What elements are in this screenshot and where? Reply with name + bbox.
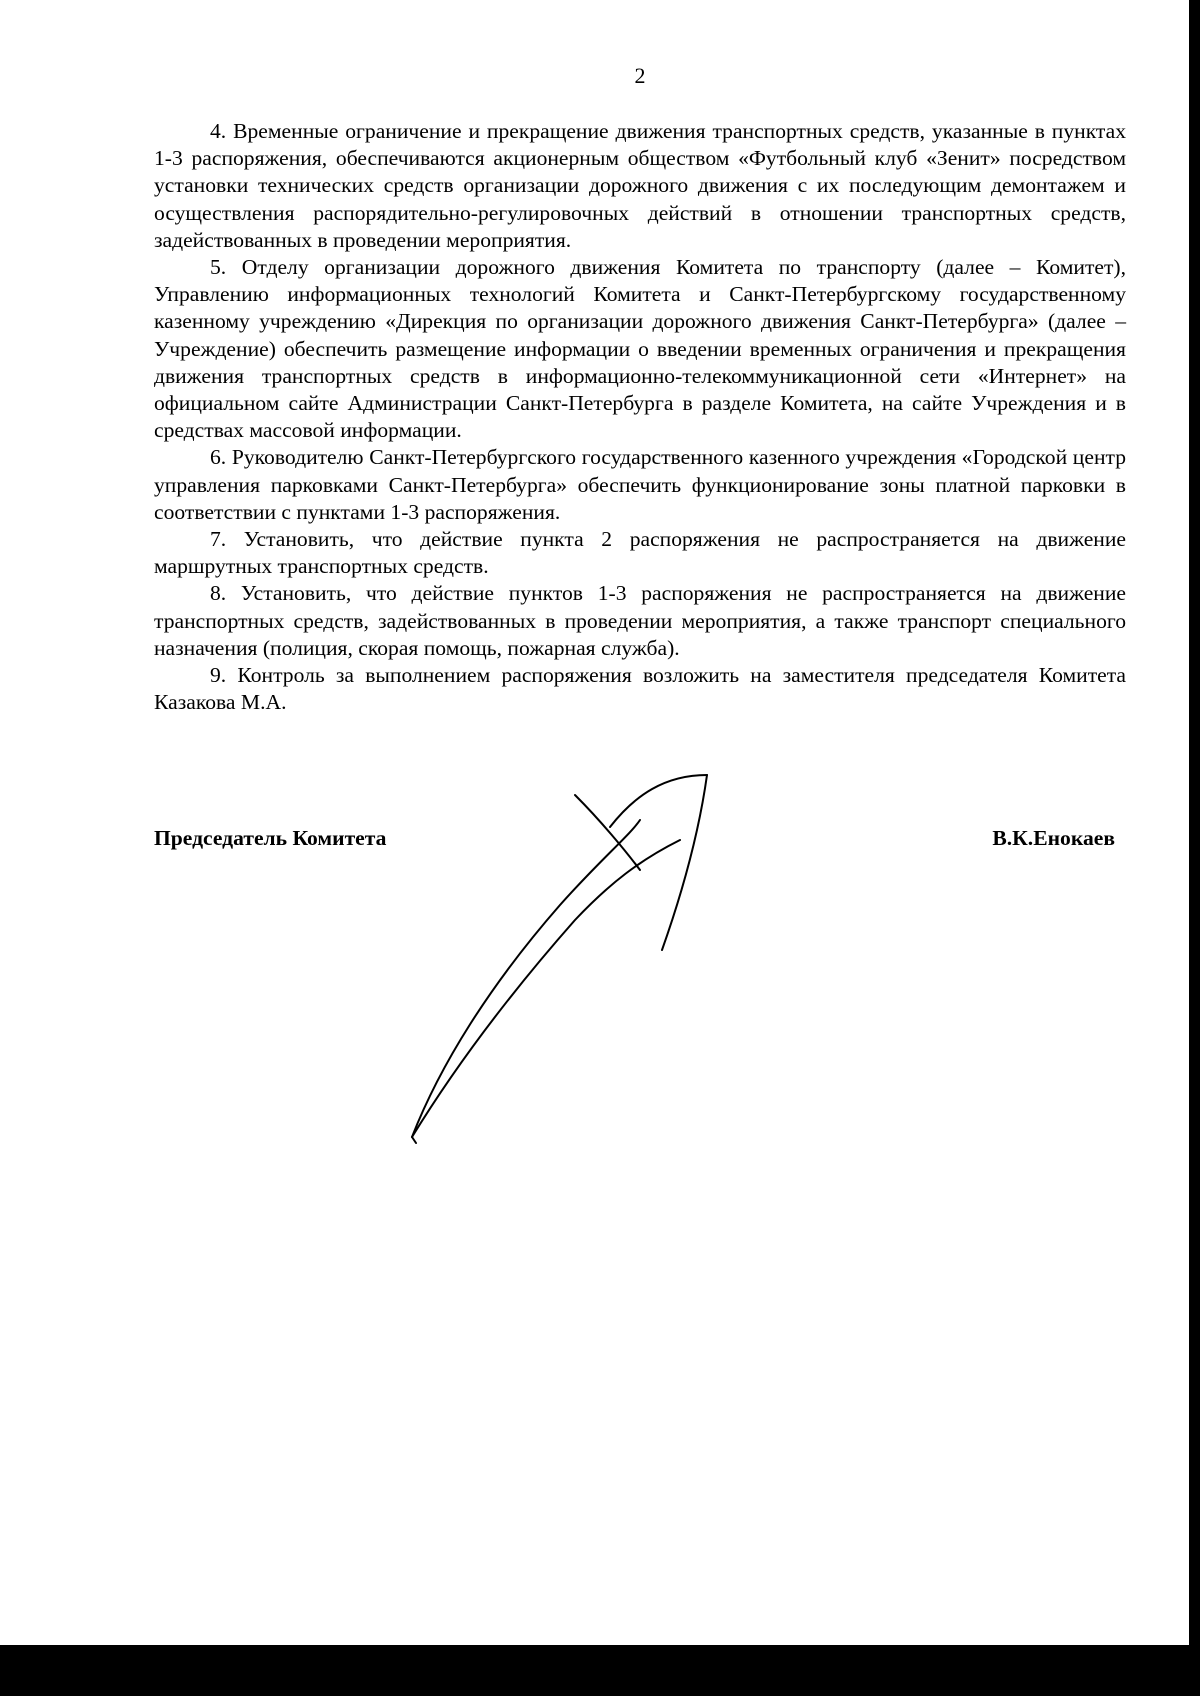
paragraph-7: 7. Установить, что действие пункта 2 распоряжения не распространяется на движение маршрутных транспортных средств. (154, 527, 1126, 579)
paragraph-8: 8. Установить, что действие пунктов 1-3 распоряжения не распространяется на движение транспортных средств, задействованных в проведении мероприятия, а также транспорт специального назначения (полиция, скорая помощь, пожарная служба). (154, 581, 1126, 660)
page-number: 2 (634, 63, 646, 88)
signatory-name: В.К.Енокаев (992, 826, 1115, 850)
paragraph-4: 4. Временные ограничение и прекращение движения транспортных средств, указанные в пунктах 1-3 распоряжения, обеспечиваются акционерным обществом «Футбольный клуб «Зенит» посредством установки технических средств организации дорожного движения с их последующим демонтажем и осуществления распорядительно-регулировочных действий в отношении транспортных средств, задействованных в проведении мероприятия. (154, 119, 1126, 252)
signatory-title: Председатель Комитета (154, 826, 387, 850)
paragraph-5: 5. Отделу организации дорожного движения Комитета по транспорту (далее – Комитет), Управлению информационных технологий Комитета и Санкт-Петербургскому государственному казенному учреждению «Дирекция по организации дорожного движения Санкт-Петербурга» (далее – Учреждение) обеспечить размещение информации о введении временных ограничения и прекращения движения транспортных средств в информационно-телекоммуникационной сети «Интернет» на официальном сайте Администрации Санкт-Петербурга в разделе Комитета, на сайте Учреждения и в средствах массовой информации. (154, 255, 1126, 443)
handwritten-signature (400, 765, 730, 1145)
document-body (154, 118, 1126, 716)
paragraph-9: 9. Контроль за выполнением распоряжения возложить на заместителя председателя Комитета Казакова М.А. (154, 663, 1126, 715)
paragraph-6: 6. Руководителю Санкт-Петербургского государственного казенного учреждения «Городской центр управления парковками Санкт-Петербурга» обеспечить функционирование зоны платной парковки в соответствии с пунктами 1-3 распоряжения. (154, 445, 1126, 524)
